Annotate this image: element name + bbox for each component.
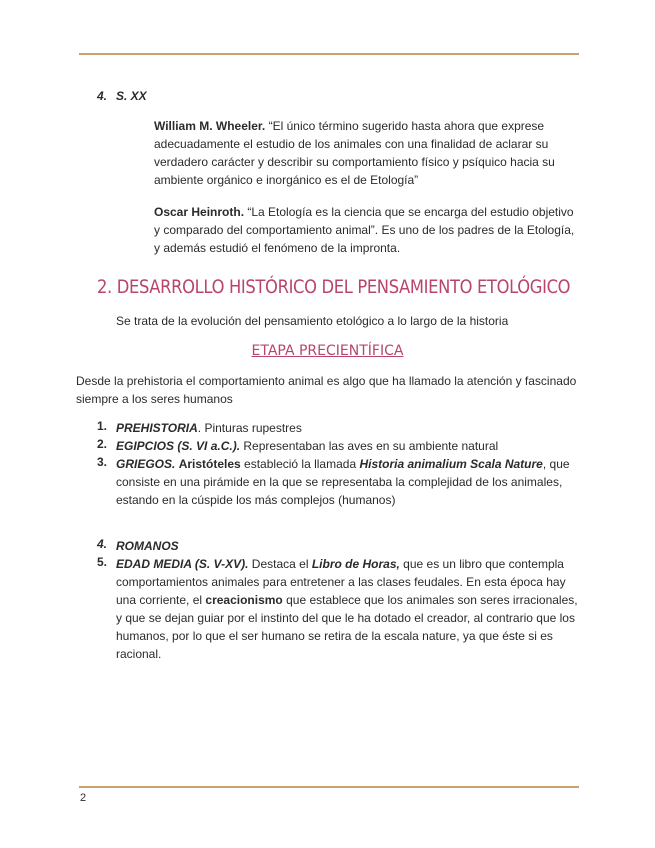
item-bold-italic: Historia animalium Scala Nature: [359, 457, 543, 471]
intro-text: Se trata de la evolución del pensamiento etológico a lo largo de la historia: [116, 314, 509, 328]
heinroth-name: Oscar Heinroth.: [154, 205, 245, 219]
wheeler-name: William M. Wheeler.: [154, 119, 266, 133]
item-text: Representaban las aves en su ambiente natural: [240, 439, 499, 453]
heinroth-quote: “La Etología es la ciencia que se encarga del estudio objetivo y comparado del comportamiento animal”. Es uno de los padres de la Etología, y además estudió el fenómeno de la impronta.: [154, 205, 575, 255]
item-text: que es un libro que contempla comportamientos animales para entretener a las clases feudales. En esta época hay una corriente, el: [116, 557, 566, 607]
list-item: [97, 555, 582, 663]
item-title: ROMANOS: [116, 539, 179, 553]
item-title: EGIPCIOS (S. VI a.C.).: [116, 439, 241, 453]
wheeler-paragraph: [154, 117, 582, 189]
item-text: , que consiste en una pirámide en la que se representaba la complejidad de los animales, estando en la cúspide los más complejos (humanos): [116, 457, 570, 507]
footer-rule: [79, 786, 579, 788]
list-number: 2.: [97, 437, 108, 451]
header-rule: [79, 53, 579, 55]
item-bold: creacionismo: [205, 593, 283, 607]
subheading: ETAPA PRECIENTÍFICA: [251, 343, 404, 359]
list-item: [97, 537, 582, 555]
list-number-sxx: 4.: [97, 89, 108, 103]
item-text: . Pinturas rupestres: [197, 421, 302, 435]
section-heading: 2. DESARROLLO HISTÓRICO DEL PENSAMIENTO ETOLÓGICO: [97, 276, 571, 298]
item-title: GRIEGOS.: [116, 457, 176, 471]
list-item: [97, 437, 582, 455]
section-title-sxx: S. XX: [116, 89, 147, 103]
page-number: 2: [80, 792, 87, 804]
list-number: 4.: [97, 537, 108, 551]
item-bold: Aristóteles: [178, 457, 241, 471]
item-title: PREHISTORIA: [116, 421, 198, 435]
item-text: que establece que los animales son seres irracionales, y que se dejan guiar por el instinto del que le ha dotado el creador, al contrario que los humanos, por lo que el ser humano se retira de la escala nature, ya que éste si es racional.: [116, 593, 578, 661]
item-title: EDAD MEDIA (S. V-XV).: [116, 557, 249, 571]
item-bold-italic: Libro de Horas,: [311, 557, 400, 571]
wheeler-quote: “El único término sugerido hasta ahora que exprese adecuadamente el estudio de los animales con una finalidad de aclarar su verdadero carácter y describir su comportamiento físico y psíquico hacia su ambiente orgánico e inorgánico es el de Etología”: [154, 119, 555, 187]
list-number: 1.: [97, 419, 108, 433]
list-number: 3.: [97, 455, 108, 469]
intro-paragraph: Desde la prehistoria el comportamiento animal es algo que ha llamado la atención y fascinado siempre a los seres humanos: [76, 374, 577, 406]
list-item: [97, 455, 582, 509]
heinroth-paragraph: [154, 203, 582, 257]
item-text: estableció la llamada: [240, 457, 360, 471]
item-text: Destaca el: [248, 557, 312, 571]
list-number: 5.: [97, 555, 108, 569]
list-item: [97, 419, 582, 437]
